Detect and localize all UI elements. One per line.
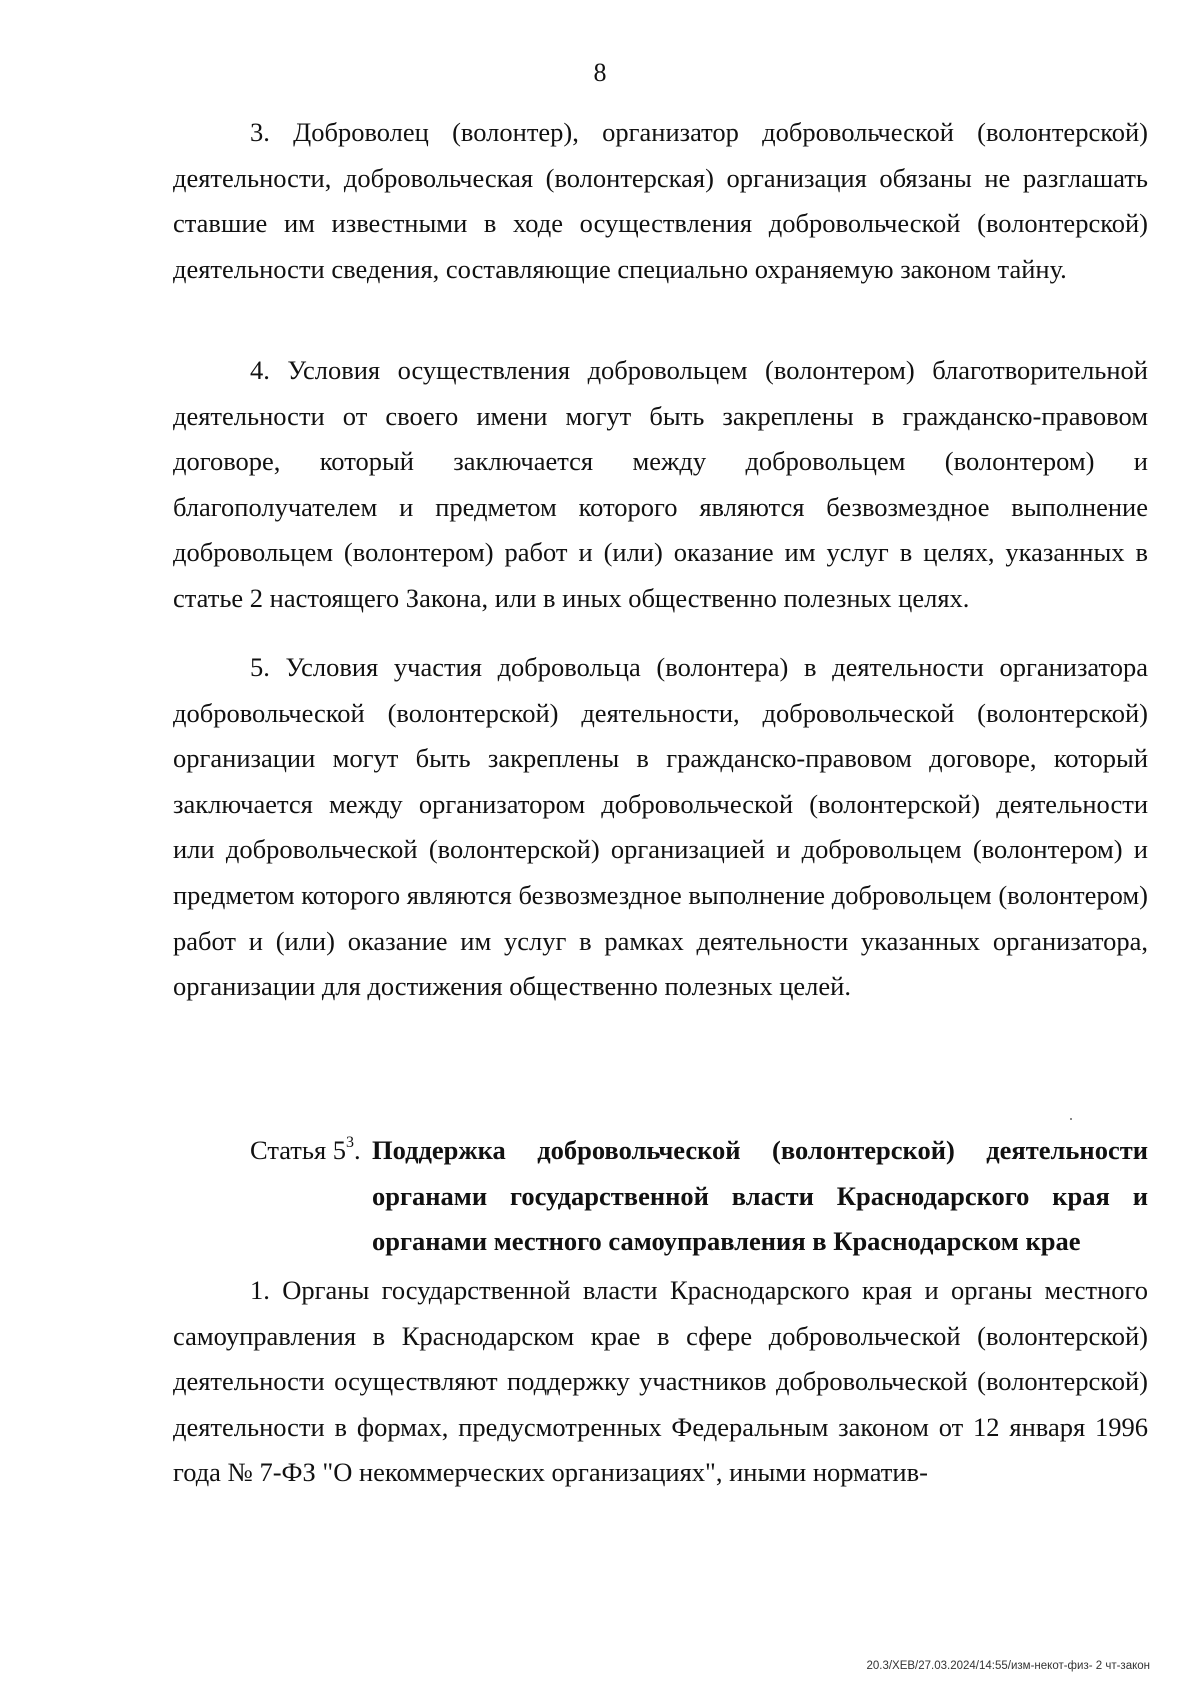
article-label-suffix: . <box>354 1135 361 1165</box>
page-number: 8 <box>593 58 607 87</box>
paragraph-4-text: 4. Условия осуществления добровольцем (волонтером) благотворительной деятельности от своего имени могут быть закреплены в гражданско-правовом договоре, который заключается между добровольцем (волонтером) и благополучателем и предметом которого являются безвозмездное выполнение добровольцем (волонтером) работ и (или) оказание им услуг в целях, указанных в статье 2 настоящего Закона, или в иных общественно полезных целях. <box>173 355 1148 613</box>
article-paragraph-1-text: 1. Органы государственной власти Краснодарского края и органы местного самоуправления в Краснодарском крае в сфере добровольческой (волонтерской) деятельности осуществляют поддержку участников добровольческой (волонтерской) деятельности в формах, предусмотренных Федеральным законом от 12 января 1996 года № 7-ФЗ "О некоммерческих организациях", иными норматив- <box>173 1275 1148 1488</box>
article-label-text: Статья 5 <box>250 1135 347 1165</box>
paragraph-3 <box>173 110 1148 292</box>
paragraph-3-text: 3. Доброволец (волонтер), организатор добровольческой (волонтерской) деятельности, добровольческая (волонтерская) организация обязаны не разглашать ставшие им известными в ходе осуществления добровольческой (волонтерской) деятельности сведения, составляющие специально охраняемую законом тайну. <box>173 117 1148 284</box>
paragraph-5 <box>173 645 1148 1010</box>
scan-speck <box>1070 1118 1072 1120</box>
article-title: Поддержка добровольческой (волонтерской) деятельности органами государственной власти Краснодарского края и органами местного самоуправления в Краснодарском крае <box>372 1135 1148 1257</box>
article-label <box>250 1128 361 1174</box>
article-heading <box>250 1128 1148 1265</box>
article-label-superscript: 3 <box>346 1134 355 1151</box>
paragraph-5-text: 5. Условия участия добровольца (волонтера) в деятельности организатора добровольческой (волонтерской) деятельности, добровольческой (волонтерской) организации могут быть закреплены в гражданско-правовом договоре, который заключается между организатором добровольческой (волонтерской) деятельности или добровольческой (волонтерской) организацией и добровольцем (волонтером) и предметом которого являются безвозмездное выполнение добровольцем (волонтером) работ и (или) оказание им услуг в рамках деятельности указанных организатора, организации для достижения общественно полезных целей. <box>173 652 1148 1002</box>
paragraph-4 <box>173 348 1148 622</box>
document-footer-code: 20.3/ХЕВ/27.03.2024/14:55/изм-некот-физ- 2 чт-закон <box>866 1660 1150 1672</box>
article-paragraph-1 <box>173 1268 1148 1496</box>
